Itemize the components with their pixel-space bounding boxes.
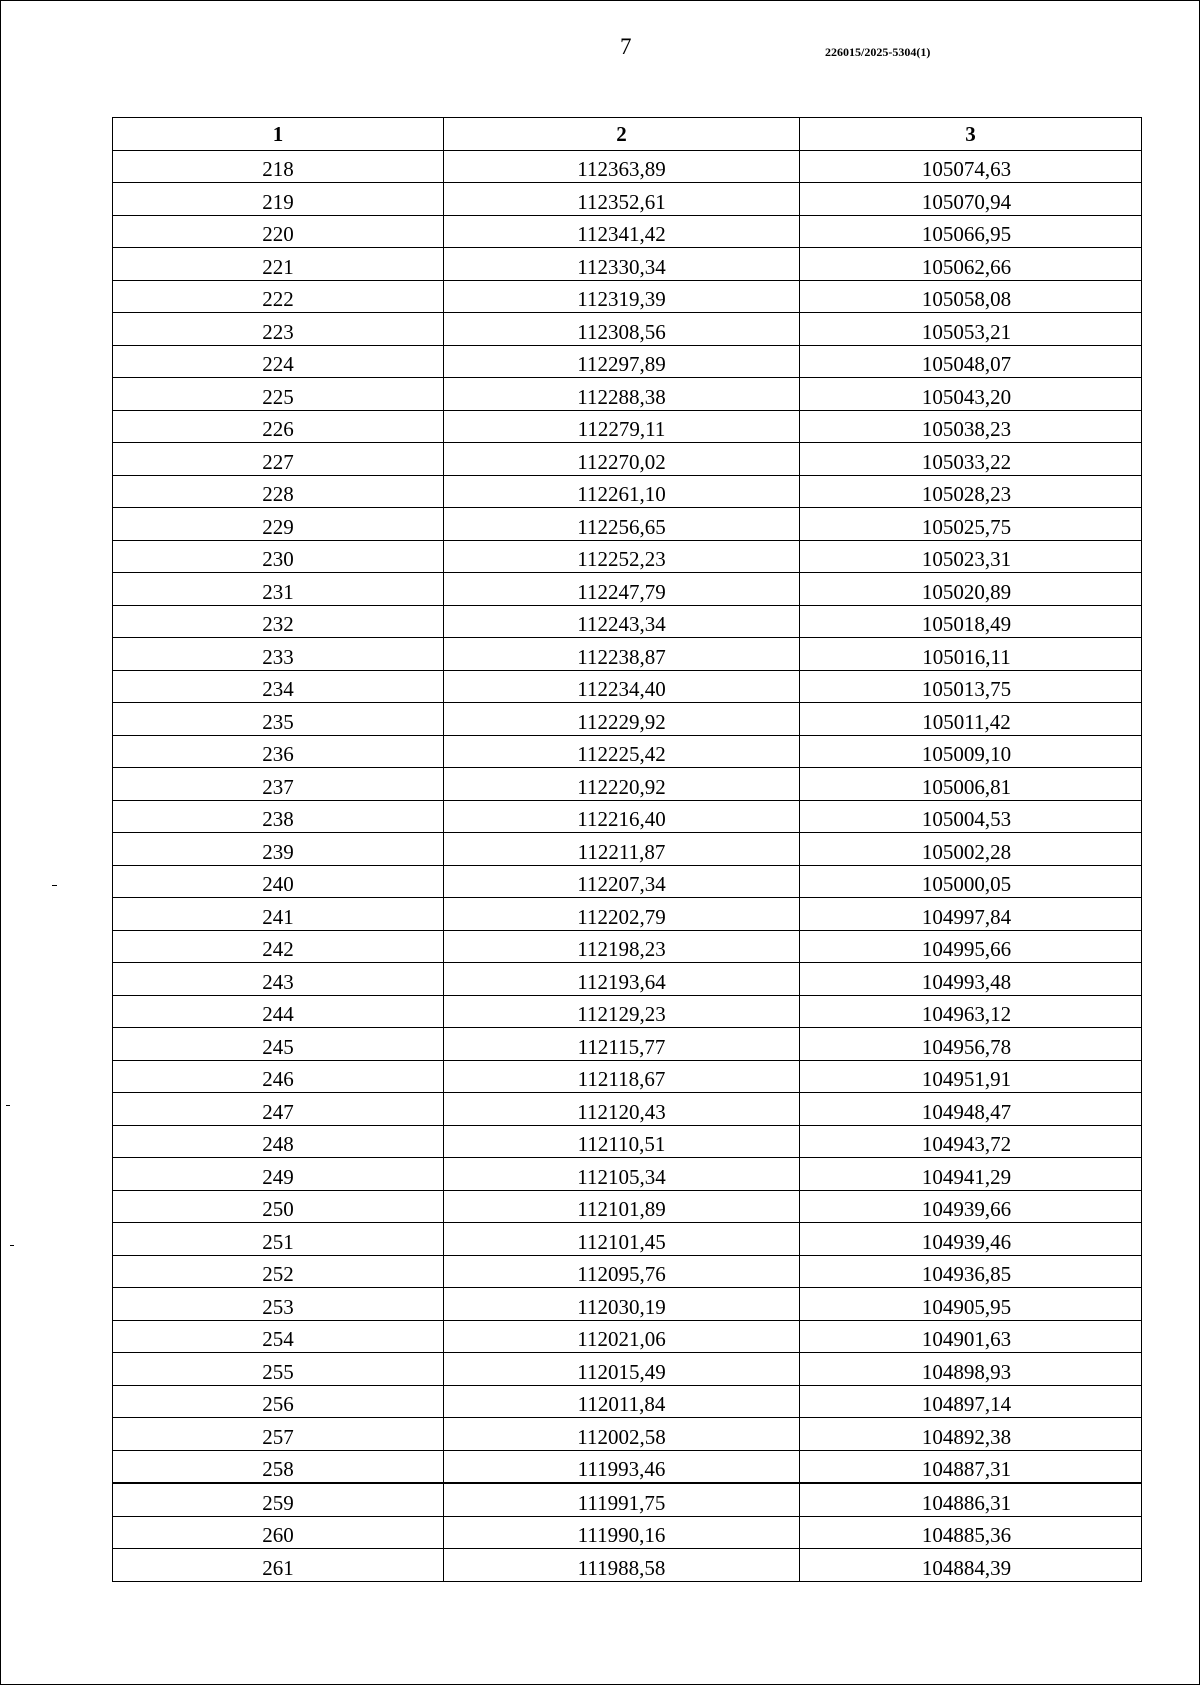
table-cell: 112105,34 xyxy=(444,1158,800,1191)
table-cell: 105013,75 xyxy=(800,670,1142,703)
table-cell: 232 xyxy=(113,605,444,638)
table-row xyxy=(113,963,1142,996)
table-row xyxy=(113,1288,1142,1321)
table-cell: 112202,79 xyxy=(444,898,800,931)
column-header: 1 xyxy=(113,118,444,151)
table-cell: 261 xyxy=(113,1549,444,1582)
table-row xyxy=(113,573,1142,606)
table-row xyxy=(113,313,1142,346)
table-cell: 254 xyxy=(113,1320,444,1353)
table-cell: 104939,66 xyxy=(800,1190,1142,1223)
table-cell: 236 xyxy=(113,735,444,768)
table-cell: 104892,38 xyxy=(800,1418,1142,1451)
table-row xyxy=(113,638,1142,671)
table-row xyxy=(113,475,1142,508)
table-cell: 105033,22 xyxy=(800,443,1142,476)
table-cell: 112101,89 xyxy=(444,1190,800,1223)
table-cell: 240 xyxy=(113,865,444,898)
table-cell: 225 xyxy=(113,378,444,411)
table-cell: 105053,21 xyxy=(800,313,1142,346)
table-cell: 112198,23 xyxy=(444,930,800,963)
table-row xyxy=(113,735,1142,768)
table-cell: 105074,63 xyxy=(800,150,1142,183)
table-cell: 259 xyxy=(113,1483,444,1516)
table-row xyxy=(113,768,1142,801)
table-cell: 227 xyxy=(113,443,444,476)
table-cell: 111993,46 xyxy=(444,1450,800,1483)
column-header: 3 xyxy=(800,118,1142,151)
table-cell: 105025,75 xyxy=(800,508,1142,541)
table-cell: 223 xyxy=(113,313,444,346)
table-cell: 246 xyxy=(113,1060,444,1093)
table-row xyxy=(113,1450,1142,1483)
table-cell: 245 xyxy=(113,1028,444,1061)
coordinates-table xyxy=(112,117,1142,1582)
table-cell: 112118,67 xyxy=(444,1060,800,1093)
table-cell: 238 xyxy=(113,800,444,833)
table-cell: 112211,87 xyxy=(444,833,800,866)
table-cell: 220 xyxy=(113,215,444,248)
table-cell: 112243,34 xyxy=(444,605,800,638)
table-cell: 112229,92 xyxy=(444,703,800,736)
table-cell: 105058,08 xyxy=(800,280,1142,313)
table-row xyxy=(113,1353,1142,1386)
table-cell: 235 xyxy=(113,703,444,736)
table-row xyxy=(113,150,1142,183)
table-cell: 253 xyxy=(113,1288,444,1321)
table-cell: 105004,53 xyxy=(800,800,1142,833)
table-cell: 112261,10 xyxy=(444,475,800,508)
table-cell: 218 xyxy=(113,150,444,183)
table-cell: 104898,93 xyxy=(800,1353,1142,1386)
table-cell: 224 xyxy=(113,345,444,378)
table-cell: 251 xyxy=(113,1223,444,1256)
table-cell: 112330,34 xyxy=(444,248,800,281)
table-cell: 111991,75 xyxy=(444,1483,800,1516)
table-cell: 104951,91 xyxy=(800,1060,1142,1093)
column-header: 2 xyxy=(444,118,800,151)
table-cell: 112021,06 xyxy=(444,1320,800,1353)
table-row xyxy=(113,280,1142,313)
table-cell: 247 xyxy=(113,1093,444,1126)
table-cell: 243 xyxy=(113,963,444,996)
table-cell: 112363,89 xyxy=(444,150,800,183)
table-cell: 104936,85 xyxy=(800,1255,1142,1288)
table-row xyxy=(113,930,1142,963)
table-cell: 112015,49 xyxy=(444,1353,800,1386)
table-cell: 104995,66 xyxy=(800,930,1142,963)
table-row xyxy=(113,1158,1142,1191)
table-cell: 112095,76 xyxy=(444,1255,800,1288)
table-cell: 112225,42 xyxy=(444,735,800,768)
table-row xyxy=(113,1028,1142,1061)
table-row xyxy=(113,898,1142,931)
table-row xyxy=(113,1483,1142,1516)
table-cell: 104884,39 xyxy=(800,1549,1142,1582)
table-cell: 104948,47 xyxy=(800,1093,1142,1126)
table-cell: 104901,63 xyxy=(800,1320,1142,1353)
table-row xyxy=(113,183,1142,216)
table-cell: 112120,43 xyxy=(444,1093,800,1126)
table-cell: 104963,12 xyxy=(800,995,1142,1028)
table-cell: 112220,92 xyxy=(444,768,800,801)
table-row xyxy=(113,1516,1142,1549)
table-cell: 237 xyxy=(113,768,444,801)
document-reference: 226015/2025-5304(1) xyxy=(825,45,931,59)
table-cell: 105018,49 xyxy=(800,605,1142,638)
table-row xyxy=(113,833,1142,866)
table-cell: 230 xyxy=(113,540,444,573)
table-row xyxy=(113,1418,1142,1451)
table-cell: 260 xyxy=(113,1516,444,1549)
table-row xyxy=(113,215,1142,248)
table-cell: 112234,40 xyxy=(444,670,800,703)
table-cell: 104997,84 xyxy=(800,898,1142,931)
table-cell: 112115,77 xyxy=(444,1028,800,1061)
table-cell: 221 xyxy=(113,248,444,281)
table-row xyxy=(113,1125,1142,1158)
table-cell: 112129,23 xyxy=(444,995,800,1028)
table-row xyxy=(113,1320,1142,1353)
table-cell: 105000,05 xyxy=(800,865,1142,898)
table-cell: 219 xyxy=(113,183,444,216)
table-cell: 255 xyxy=(113,1353,444,1386)
table-cell: 256 xyxy=(113,1385,444,1418)
scan-mark xyxy=(10,1245,14,1246)
table-cell: 105043,20 xyxy=(800,378,1142,411)
table-cell: 112030,19 xyxy=(444,1288,800,1321)
table-row xyxy=(113,865,1142,898)
table-header-row xyxy=(113,118,1142,151)
table-cell: 112252,23 xyxy=(444,540,800,573)
table-cell: 105006,81 xyxy=(800,768,1142,801)
table-row xyxy=(113,345,1142,378)
table-cell: 233 xyxy=(113,638,444,671)
table-cell: 234 xyxy=(113,670,444,703)
table-cell: 222 xyxy=(113,280,444,313)
table-cell: 112279,11 xyxy=(444,410,800,443)
table-cell: 104885,36 xyxy=(800,1516,1142,1549)
table-cell: 257 xyxy=(113,1418,444,1451)
table-cell: 249 xyxy=(113,1158,444,1191)
table-row xyxy=(113,703,1142,736)
table-row xyxy=(113,995,1142,1028)
table-cell: 112002,58 xyxy=(444,1418,800,1451)
table-cell: 104886,31 xyxy=(800,1483,1142,1516)
table-cell: 112352,61 xyxy=(444,183,800,216)
table-cell: 112270,02 xyxy=(444,443,800,476)
table-cell: 104943,72 xyxy=(800,1125,1142,1158)
table-cell: 252 xyxy=(113,1255,444,1288)
table-cell: 111990,16 xyxy=(444,1516,800,1549)
table-cell: 112238,87 xyxy=(444,638,800,671)
table-cell: 105070,94 xyxy=(800,183,1142,216)
table-row xyxy=(113,410,1142,443)
table-cell: 112288,38 xyxy=(444,378,800,411)
table-cell: 105048,07 xyxy=(800,345,1142,378)
table-cell: 250 xyxy=(113,1190,444,1223)
table-cell: 104941,29 xyxy=(800,1158,1142,1191)
table-cell: 248 xyxy=(113,1125,444,1158)
table-cell: 105038,23 xyxy=(800,410,1142,443)
table-row xyxy=(113,800,1142,833)
table-cell: 104887,31 xyxy=(800,1450,1142,1483)
table-cell: 228 xyxy=(113,475,444,508)
table-cell: 104993,48 xyxy=(800,963,1142,996)
table-row xyxy=(113,248,1142,281)
table-cell: 244 xyxy=(113,995,444,1028)
table-row xyxy=(113,605,1142,638)
table-cell: 104939,46 xyxy=(800,1223,1142,1256)
table-cell: 112247,79 xyxy=(444,573,800,606)
table-cell: 104905,95 xyxy=(800,1288,1142,1321)
table-cell: 112193,64 xyxy=(444,963,800,996)
table-cell: 112297,89 xyxy=(444,345,800,378)
table-cell: 226 xyxy=(113,410,444,443)
table-cell: 112216,40 xyxy=(444,800,800,833)
table-cell: 105023,31 xyxy=(800,540,1142,573)
table-cell: 112341,42 xyxy=(444,215,800,248)
table-row xyxy=(113,443,1142,476)
table-cell: 105066,95 xyxy=(800,215,1142,248)
table-row xyxy=(113,1060,1142,1093)
table-cell: 258 xyxy=(113,1450,444,1483)
table-cell: 112319,39 xyxy=(444,280,800,313)
table-row xyxy=(113,1255,1142,1288)
table-cell: 242 xyxy=(113,930,444,963)
table-cell: 104897,14 xyxy=(800,1385,1142,1418)
table-cell: 105028,23 xyxy=(800,475,1142,508)
table-row xyxy=(113,1549,1142,1582)
table-cell: 105020,89 xyxy=(800,573,1142,606)
table-row xyxy=(113,508,1142,541)
table-row xyxy=(113,1190,1142,1223)
table-cell: 105009,10 xyxy=(800,735,1142,768)
table-cell: 241 xyxy=(113,898,444,931)
table-cell: 112256,65 xyxy=(444,508,800,541)
scan-mark xyxy=(52,885,57,886)
table-cell: 229 xyxy=(113,508,444,541)
table-cell: 239 xyxy=(113,833,444,866)
scan-mark xyxy=(6,1105,10,1106)
table-cell: 112101,45 xyxy=(444,1223,800,1256)
table-cell: 111988,58 xyxy=(444,1549,800,1582)
table-cell: 112207,34 xyxy=(444,865,800,898)
table-row xyxy=(113,1385,1142,1418)
table-row xyxy=(113,1093,1142,1126)
table-cell: 105062,66 xyxy=(800,248,1142,281)
table-cell: 112011,84 xyxy=(444,1385,800,1418)
table-row xyxy=(113,1223,1142,1256)
table-row xyxy=(113,670,1142,703)
table-cell: 105011,42 xyxy=(800,703,1142,736)
table-row xyxy=(113,378,1142,411)
table-cell: 112110,51 xyxy=(444,1125,800,1158)
table-cell: 112308,56 xyxy=(444,313,800,346)
table-cell: 231 xyxy=(113,573,444,606)
table-cell: 105016,11 xyxy=(800,638,1142,671)
table-body xyxy=(113,150,1142,1581)
table-cell: 105002,28 xyxy=(800,833,1142,866)
table-cell: 104956,78 xyxy=(800,1028,1142,1061)
page-number: 7 xyxy=(620,34,632,59)
table-row xyxy=(113,540,1142,573)
